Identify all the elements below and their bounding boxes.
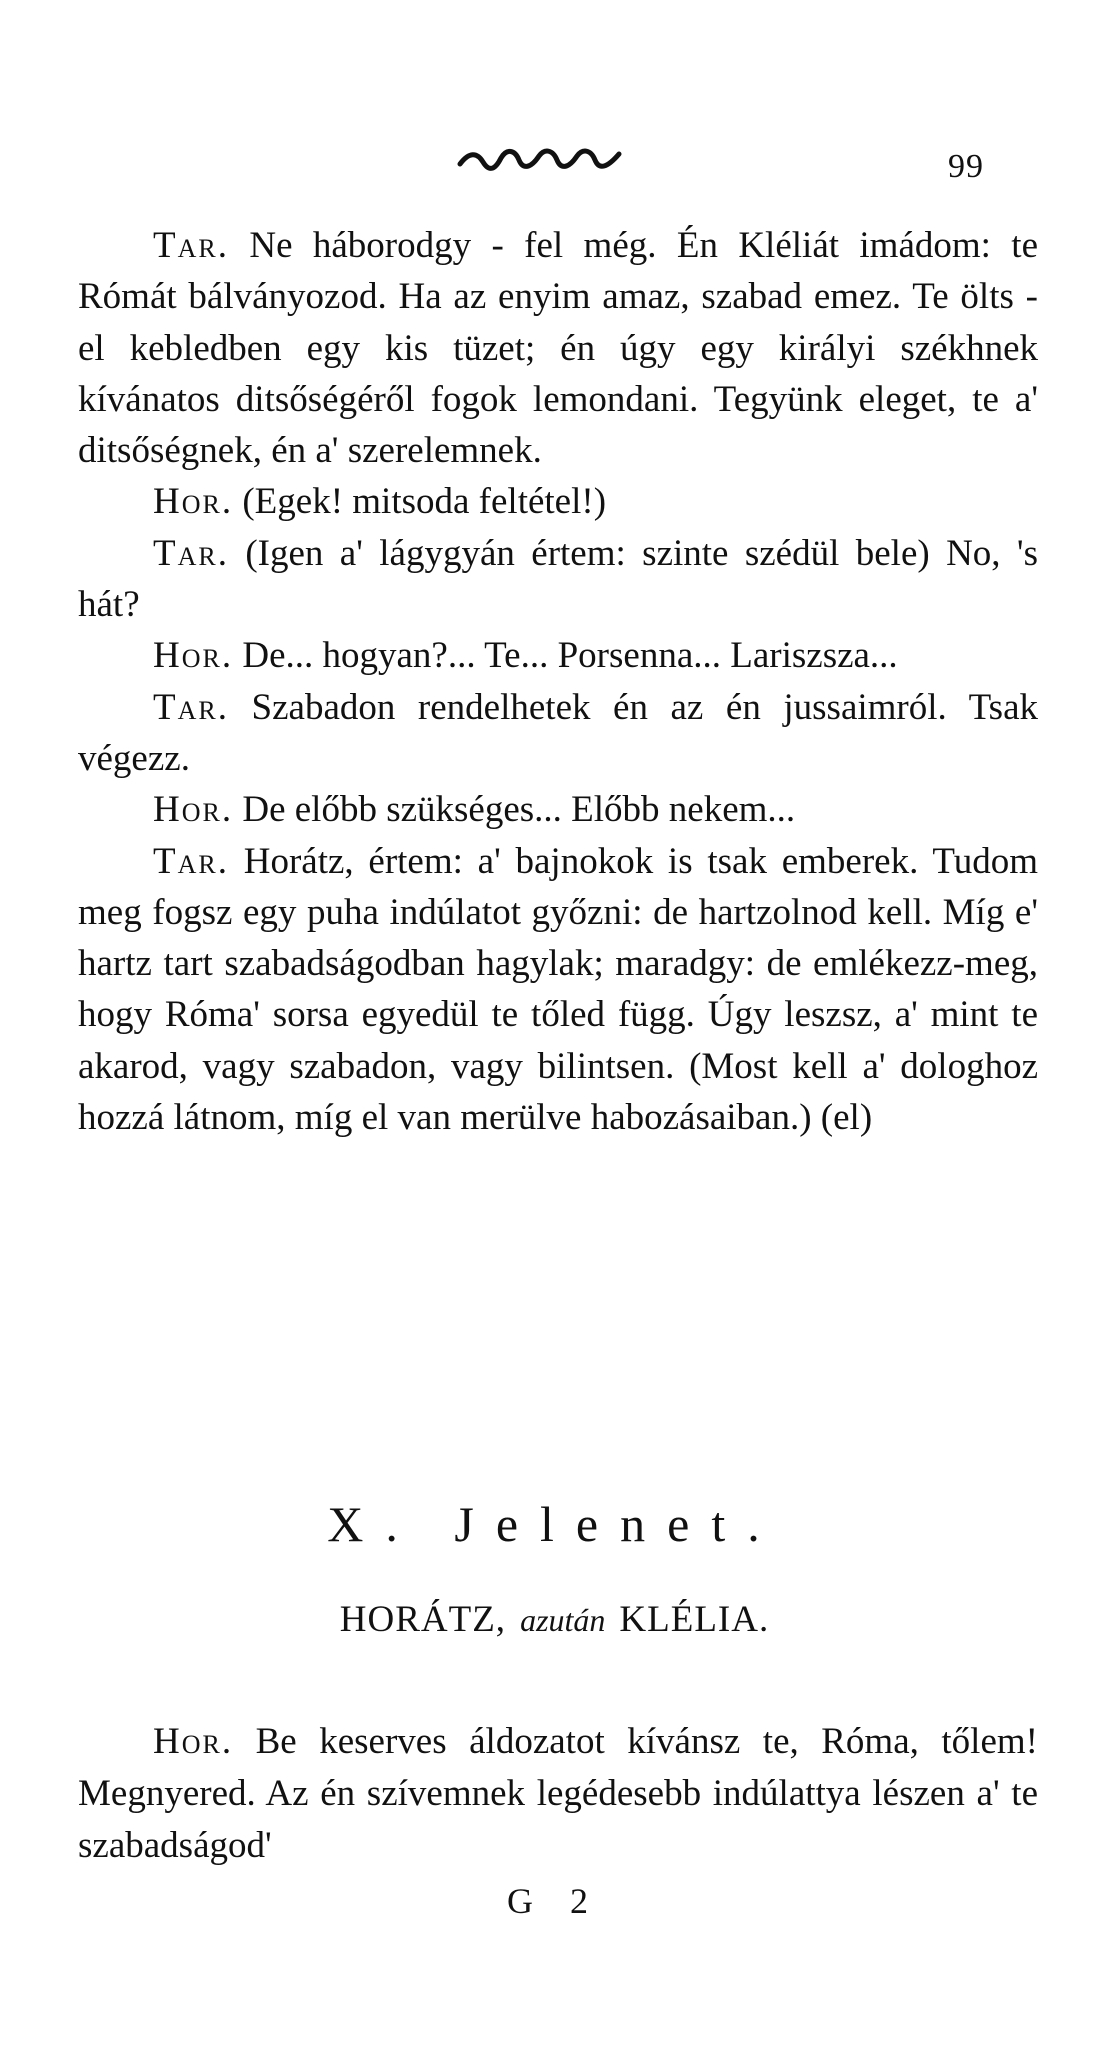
dialogue-paragraph xyxy=(78,476,1038,527)
dialogue-text: (Igen a' lágygyán értem: szinte szédül bele) No, 's hát? xyxy=(78,532,1038,626)
speaker-name: Hor. xyxy=(153,789,234,831)
dialogue-paragraph xyxy=(78,1716,1038,1872)
cast-character-main: HORÁTZ, xyxy=(339,1599,507,1640)
dialogue-text: Horátz, értem: a' bajnokok is tsak emberek. Tudom meg fogsz egy puha indúlatot győzni: de hartzolnod kell. Míg e' hartz tart szabadságodban hagylak; maradgy: de emlékezz-meg, hogy Róma' sorsa egyedül te tőled függ. Úgy leszsz, a' mint te akarod, vagy szabadon, vagy bilintsen. (Most kell a' dologhoz hozzá látnom, míg el van merülve habozásaiban.) (el) xyxy=(78,840,1038,1139)
decorative-flourish-icon xyxy=(455,138,625,178)
printer-signature-mark: G 2 xyxy=(507,1881,602,1921)
speaker-name: Hor. xyxy=(153,1721,234,1762)
speaker-name: Tar. xyxy=(153,840,229,882)
speaker-name: Hor. xyxy=(153,481,234,523)
dialogue-text: Szabadon rendelhetek én az én jussaimról. Tsak végezz. xyxy=(78,686,1038,779)
scene-dialogue-block xyxy=(78,1716,1038,1872)
dialogue-text: De... hogyan?... Te... Porsenna... Lariszsza... xyxy=(233,635,898,677)
dialogue-text: De előbb szükséges... Előbb nekem... xyxy=(233,789,796,831)
speaker-name: Tar. xyxy=(153,225,229,266)
scene-heading: X. Jelenet. xyxy=(327,1496,782,1552)
speaker-name: Tar. xyxy=(153,686,229,728)
page-number: 99 xyxy=(948,148,984,185)
speaker-name: Tar. xyxy=(153,532,229,574)
dialogue-paragraph xyxy=(78,784,1038,835)
dialogue-text: Ne háborodgy - fel még. Én Kléliát imádom: te Rómát bálványozod. Ha az enyim amaz, szabad emez. Te ölts - el kebledben egy kis tüzet; én úgy egy királyi székhnek kívánatos ditsőségéről fogok lemondani. Tegyünk eleget, te a' ditsőségnek, én a' szerelemnek. xyxy=(78,225,1038,472)
cast-connector: azután xyxy=(520,1602,606,1638)
cast-character-second: KLÉLIA. xyxy=(619,1599,770,1640)
dialogue-paragraph xyxy=(78,682,1038,785)
dialogue-block xyxy=(78,220,1038,1143)
dialogue-text: (Egek! mitsoda feltétel!) xyxy=(233,481,607,523)
dialogue-paragraph xyxy=(78,528,1038,631)
dialogue-paragraph xyxy=(78,220,1038,476)
speaker-name: Hor. xyxy=(153,635,234,677)
dialogue-paragraph xyxy=(78,630,1038,681)
dialogue-text: Be keserves áldozatot kívánsz te, Róma, tőlem! Megnyered. Az én szívemnek legédesebb indúlattya lészen a' te szabadságod' xyxy=(78,1721,1038,1866)
dialogue-paragraph xyxy=(78,836,1038,1144)
cast-line xyxy=(0,1598,1109,1641)
